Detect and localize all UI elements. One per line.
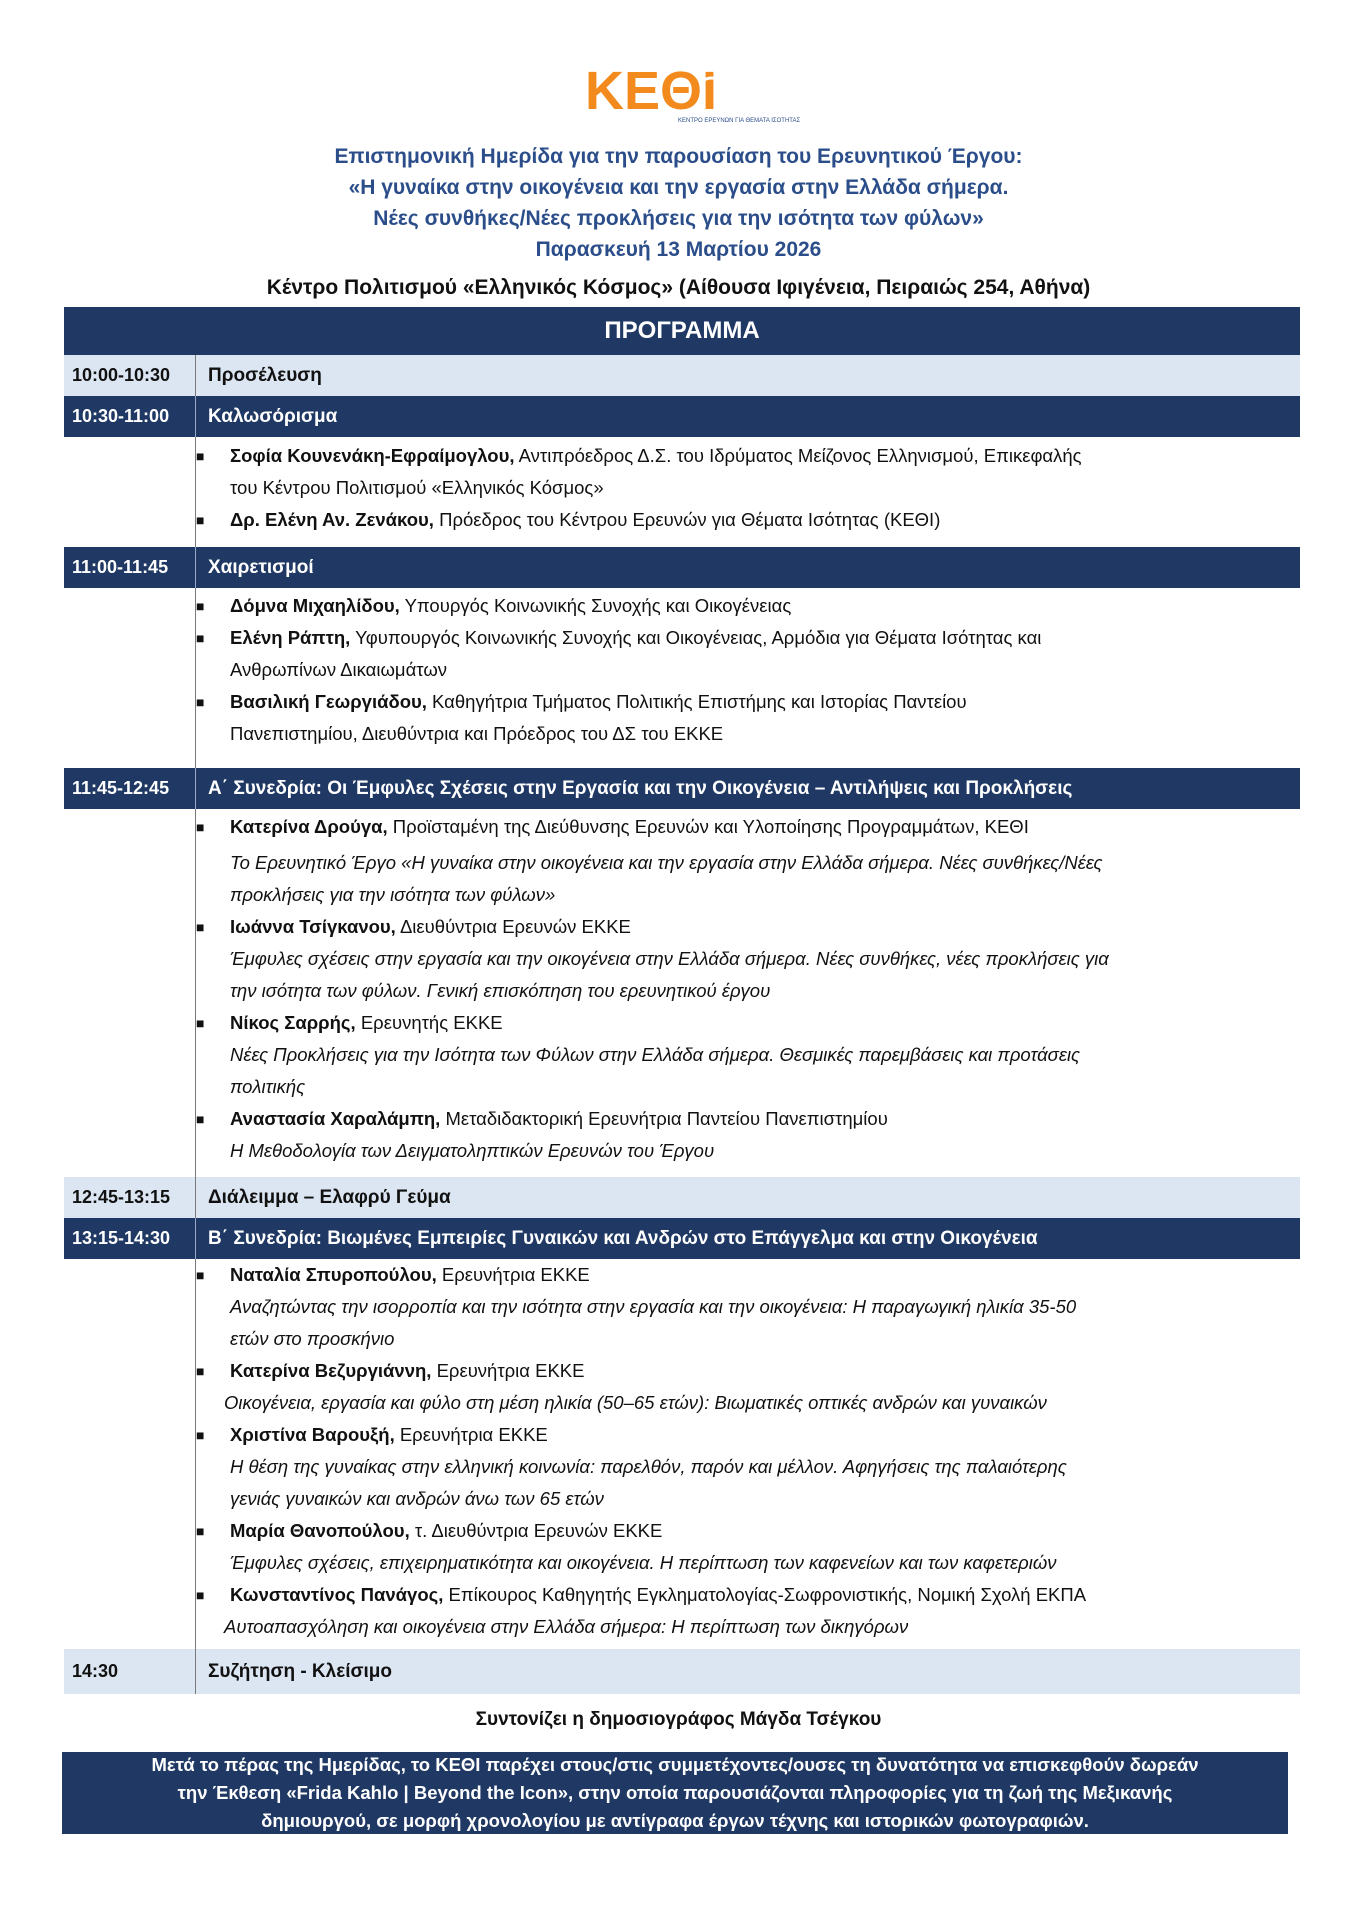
program-title: ΠΡΟΓΡΑΜΜΑ: [604, 317, 760, 344]
speaker-role: Επίκουρος Καθηγητής Εγκληματολογίας-Σωφρονιστικής, Νομική Σχολή ΕΚΠΑ: [443, 1584, 1087, 1605]
kethi-logo: [583, 61, 801, 124]
heading-line-1: Επιστημονική Ημερίδα για την παρουσίαση του Ερευνητικού Έργου:: [334, 145, 1023, 168]
speaker-name: Μαρία Θανοπούλου,: [230, 1520, 410, 1541]
talk-title: Αυτοαπασχόληση και οικογένεια στην Ελλάδα σήμερα: Η περίπτωση των δικηγόρων: [224, 1616, 909, 1637]
speaker-role: τ. Διευθύντρια Ερευνών ΕΚΚΕ: [409, 1520, 663, 1541]
speaker-role: Υφυπουργός Κοινωνικής Συνοχής και Οικογένειας, Αρμόδια για Θέματα Ισότητας και: [350, 627, 1042, 648]
program-table: [64, 307, 1300, 1694]
slot-time: 10:30-11:00: [72, 406, 170, 426]
slot-time: 11:45-12:45: [72, 778, 170, 798]
speaker-role: Ερευνήτρια ΕΚΚΕ: [436, 1264, 590, 1285]
list-item: [196, 1007, 1294, 1103]
session-a-speakers: [64, 809, 1300, 1177]
slot-row: [64, 396, 1300, 437]
speaker-name: Κωνσταντίνος Πανάγος,: [230, 1584, 444, 1605]
speaker-name: Κατερίνα Βεζυργιάννη,: [230, 1360, 432, 1381]
list-item: [196, 440, 1294, 504]
speaker-name: Κατερίνα Δρούγα,: [230, 816, 388, 837]
list-item: [196, 504, 1294, 536]
talk-title-cont: πολιτικής: [230, 1076, 306, 1097]
speaker-role: Ερευνητής ΕΚΚΕ: [355, 1012, 503, 1033]
speaker-name: Νίκος Σαρρής,: [230, 1012, 356, 1033]
event-date: Παρασκευή 13 Μαρτίου 2026: [535, 238, 822, 261]
slot-time: 14:30: [72, 1661, 119, 1681]
heading-line-2: «Η γυναίκα στην οικογένεια και την εργασία στην Ελλάδα σήμερα.: [348, 176, 1009, 199]
talk-title: Έμφυλες σχέσεις στην εργασία και την οικογένεια στην Ελλάδα σήμερα. Νέες συνθήκες, νέες προκλήσεις για: [230, 948, 1109, 969]
slot-time: 11:00-11:45: [72, 557, 169, 577]
session-b-speakers: [64, 1259, 1300, 1649]
slot-time: 10:00-10:30: [72, 365, 171, 385]
speaker-role: Ερευνήτρια ΕΚΚΕ: [394, 1424, 548, 1445]
speaker-role-cont: του Κέντρου Πολιτισμού «Ελληνικός Κόσμος»: [230, 477, 604, 498]
slot-row: [64, 547, 1300, 588]
bullet-icon: ■: [196, 919, 205, 935]
speaker-role: Μεταδιδακτορική Ερευνήτρια Παντείου Πανεπιστημίου: [440, 1108, 888, 1129]
talk-title: Αναζητώντας την ισορροπία και την ισότητα στην εργασία και την οικογένεια: Η παραγωγική ηλικία 35-50: [230, 1296, 1077, 1317]
list-item: [196, 911, 1294, 1007]
slot-label: Συζήτηση - Κλείσιμο: [195, 1649, 392, 1694]
list-item: [196, 1259, 1294, 1355]
slot-row: [64, 1218, 1300, 1259]
list-item: [196, 686, 1294, 750]
speaker-name: Αναστασία Χαραλάμπη,: [230, 1108, 441, 1129]
exhibition-note: [62, 1752, 1288, 1834]
bullet-icon: ■: [196, 1427, 205, 1443]
speaker-name: Σοφία Κουνενάκη-Εφραίμογλου,: [230, 445, 515, 466]
slot-row: [64, 355, 1300, 396]
bullet-icon: ■: [196, 630, 205, 646]
speaker-role: Διευθύντρια Ερευνών ΕΚΚΕ: [395, 916, 631, 937]
slot-row: [64, 1177, 1300, 1218]
speaker-role: Ερευνήτρια ΕΚΚΕ: [431, 1360, 585, 1381]
note-line-1: Μετά το πέρας της Ημερίδας, το ΚΕΘΙ παρέχει στους/στις συμμετέχοντες/ουσες τη δυνατότητα να επισκεφθούν δωρεάν: [151, 1754, 1199, 1775]
kethi-logo-mark: [583, 61, 801, 124]
bullet-icon: ■: [196, 598, 205, 614]
slot-time: 12:45-13:15: [72, 1187, 171, 1207]
speaker-name: Ελένη Ράπτη,: [230, 627, 351, 648]
speaker-role: Καθηγήτρια Τμήματος Πολιτικής Επιστήμης και Ιστορίας Παντείου: [426, 691, 967, 712]
slot-label: Χαιρετισμοί: [195, 547, 314, 588]
event-heading: [0, 141, 1357, 265]
talk-title: Έμφυλες σχέσεις, επιχειρηματικότητα και οικογένεια. Η περίπτωση των καφενείων και των καφετεριών: [230, 1552, 1057, 1573]
talk-title-cont: ετών στο προσκήνιο: [230, 1328, 395, 1349]
talk-title: Το Ερευνητικό Έργο «Η γυναίκα στην οικογένεια και την εργασία στην Ελλάδα σήμερα. Νέες συνθήκες/Νέες: [230, 852, 1103, 873]
talk-title-cont: γενιάς γυναικών και ανδρών άνω των 65 ετών: [230, 1488, 604, 1509]
talk-title: Η Μεθοδολογία των Δειγματοληπτικών Ερευνών του Έργου: [230, 1140, 715, 1161]
note-line-2: την Έκθεση «Frida Kahlo | Beyond the Icon», στην οποία παρουσιάζονται πληροφορίες για τη ζωή της Μεξικανής: [177, 1782, 1173, 1803]
slot-time: 13:15-14:30: [72, 1228, 171, 1248]
speaker-role-cont: Ανθρωπίνων Δικαιωμάτων: [230, 659, 448, 680]
talk-title-cont: προκλήσεις για την ισότητα των φύλων»: [230, 884, 556, 905]
talk-title: Νέες Προκλήσεις για την Ισότητα των Φύλων στην Ελλάδα σήμερα. Θεσμικές παρεμβάσεις και προτάσεις: [230, 1044, 1081, 1065]
slot-row: [64, 1649, 1300, 1694]
list-item: [196, 1419, 1294, 1515]
logo-text: ΚΕΘΙ: [585, 61, 718, 121]
list-item: [196, 1515, 1294, 1579]
slot-label: Α΄ Συνεδρία: Οι Έμφυλες Σχέσεις στην Εργασία και την Οικογένεια – Αντιλήψεις και Προκλήσεις: [195, 768, 1072, 809]
welcome-speakers: [64, 437, 1300, 547]
list-item: [196, 590, 1294, 622]
speaker-name: Χριστίνα Βαρουξή,: [230, 1424, 395, 1445]
talk-title: Οικογένεια, εργασία και φύλο στη μέση ηλικία (50–65 ετών): Βιωματικές οπτικές ανδρών και γυναικών: [224, 1392, 1047, 1413]
list-item: [196, 811, 1294, 911]
bullet-icon: ■: [196, 1015, 205, 1031]
speaker-role: Πρόεδρος του Κέντρου Ερευνών για Θέματα Ισότητας (ΚΕΘΙ): [433, 509, 941, 530]
bullet-icon: ■: [196, 448, 205, 464]
bullet-icon: ■: [196, 694, 205, 710]
speaker-role: Προϊσταμένη της Διεύθυνσης Ερευνών και Υλοποίησης Προγραμμάτων, ΚΕΘΙ: [387, 816, 1029, 837]
list-item: [196, 622, 1294, 686]
greeting-speakers: [64, 588, 1300, 768]
talk-title-cont: την ισότητα των φύλων. Γενική επισκόπηση του ερευνητικού έργου: [230, 980, 771, 1001]
heading-line-3: Νέες συνθήκες/Νέες προκλήσεις για την ισότητα των φύλων»: [373, 207, 984, 230]
program-banner: [64, 307, 1300, 355]
slot-label: Β΄ Συνεδρία: Βιωμένες Εμπειρίες Γυναικών και Ανδρών στο Επάγγελμα και στην Οικογένεια: [195, 1218, 1038, 1259]
speaker-name: Ιωάννα Τσίγκανου,: [230, 916, 396, 937]
bullet-icon: ■: [196, 819, 205, 835]
list-item: [196, 1103, 1294, 1167]
moderator-line: Συντονίζει η δημοσιογράφος Μάγδα Τσέγκου: [475, 1709, 882, 1730]
bullet-icon: ■: [196, 1523, 205, 1539]
bullet-icon: ■: [196, 1111, 205, 1127]
speaker-name: Ναταλία Σπυροπούλου,: [230, 1264, 437, 1285]
bullet-icon: ■: [196, 1267, 205, 1283]
slot-row: [64, 768, 1300, 809]
slot-label: Διάλειμμα – Ελαφρύ Γεύμα: [195, 1177, 451, 1218]
bullet-icon: ■: [196, 512, 205, 528]
list-item: [196, 1579, 1294, 1643]
speaker-role-cont: Πανεπιστημίου, Διευθύντρια και Πρόεδρος του ΔΣ του ΕΚΚΕ: [230, 723, 724, 744]
speaker-name: Δόμνα Μιχαηλίδου,: [230, 595, 400, 616]
note-line-3: δημιουργού, σε μορφή χρονολογίου με αντίγραφα έργων τέχνης και ιστορικών φωτογραφιών.: [261, 1810, 1089, 1831]
speaker-name: Δρ. Ελένη Αν. Ζενάκου,: [230, 509, 434, 530]
list-item: [196, 1355, 1294, 1419]
speaker-role: Αντιπρόεδρος Δ.Σ. του Ιδρύματος Μείζονος Ελληνισμού, Επικεφαλής: [514, 445, 1082, 466]
bullet-icon: ■: [196, 1363, 205, 1379]
event-venue: Κέντρο Πολιτισμού «Ελληνικός Κόσμος» (Αίθουσα Ιφιγένεια, Πειραιώς 254, Αθήνα): [266, 276, 1091, 299]
speaker-name: Βασιλική Γεωργιάδου,: [230, 691, 427, 712]
speaker-role: Υπουργός Κοινωνικής Συνοχής και Οικογένειας: [399, 595, 792, 616]
bullet-icon: ■: [196, 1587, 205, 1603]
talk-title: Η θέση της γυναίκας στην ελληνική κοινωνία: παρελθόν, παρόν και μέλλον. Αφηγήσεις της παλαιότερης: [230, 1456, 1067, 1477]
slot-label: Καλωσόρισμα: [195, 396, 337, 437]
slot-label: Προσέλευση: [195, 355, 322, 396]
logo-tagline: ΚΕΝΤΡΟ ΕΡΕΥΝΩΝ ΓΙΑ ΘΕΜΑΤΑ ΙΣΟΤΗΤΑΣ: [678, 118, 801, 124]
